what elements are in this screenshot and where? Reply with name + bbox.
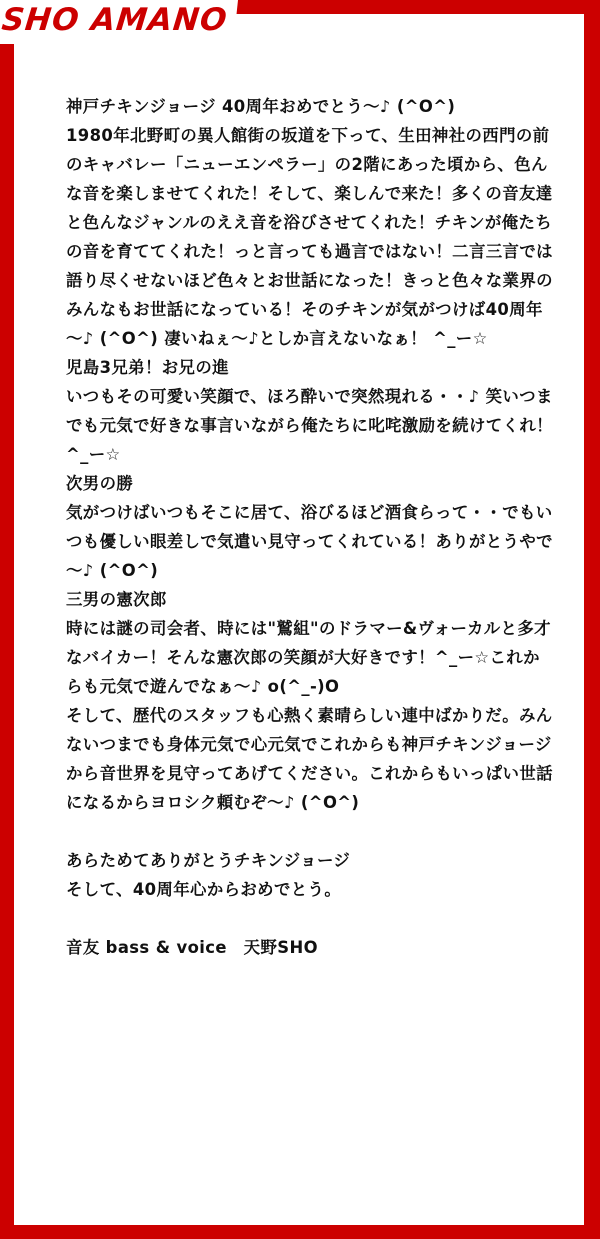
page-title: SHO AMANO	[0, 0, 238, 44]
section-heading-third: 三男の憲次郎	[66, 590, 167, 609]
closing-line-1: あらためてありがとうチキンジョージ	[66, 851, 351, 870]
spacer	[66, 817, 556, 846]
spacer	[66, 904, 556, 933]
message-body	[66, 92, 556, 962]
staff-paragraph: そして、歴代のスタッフも心熱く素晴らしい連中ばかりだ。みんないつまでも身体元気で心元気でこれからも神戸チキンジョージから音世界を見守ってあげてください。これからもいっぱい世話になるからヨロシク頼むぞ～♪ (^O^)	[66, 706, 553, 812]
section-heading-second: 次男の勝	[66, 474, 134, 493]
history-paragraph: 1980年北野町の異人館街の坂道を下って、生田神社の西門の前のキャバレー「ニューエンペラー」の2階にあった頃から、色んな音を楽しませてくれた！そして、楽しんで来た！多くの音友達と色んなジャンルのええ音を浴びさせてくれた！チキンが俺たちの音を育ててくれた！っと言っても過言ではない！二言三言では語り尽くせないほど色々とお世話になった！きっと色々な業界のみんなもお世話になっている！そのチキンが気がつけば40周年～♪ (^O^) 凄いねぇ～♪としか言えないなぁ！ ^_ー☆	[66, 126, 553, 348]
second-paragraph: 気がつけばいつもそこに居て、浴びるほど酒食らって・・でもいつも優しい眼差しで気遣い見守ってくれている！ありがとうやで～♪ (^O^)	[66, 503, 553, 580]
greeting-line: 神戸チキンジョージ 40周年おめでとう～♪ (^O^)	[66, 97, 456, 116]
eldest-paragraph: いつもその可愛い笑顔で、ほろ酔いで突然現れる・・♪ 笑いつまでも元気で好きな事言いながら俺たちに叱咤激励を続けてくれ！^_ー☆	[66, 387, 553, 464]
closing-line-2: そして、40周年心からおめでとう。	[66, 880, 342, 899]
section-heading-eldest: 児島3兄弟！お兄の進	[66, 358, 229, 377]
third-paragraph: 時には謎の司会者、時には"鷲組"のドラマー&ヴォーカルと多才なバイカー！そんな憲次郎の笑顔が大好きです！^_ー☆これからも元気で遊んでなぁ～♪ o(^_-)O	[66, 619, 551, 696]
signature: 音友 bass & voice 天野SHO	[66, 938, 318, 957]
